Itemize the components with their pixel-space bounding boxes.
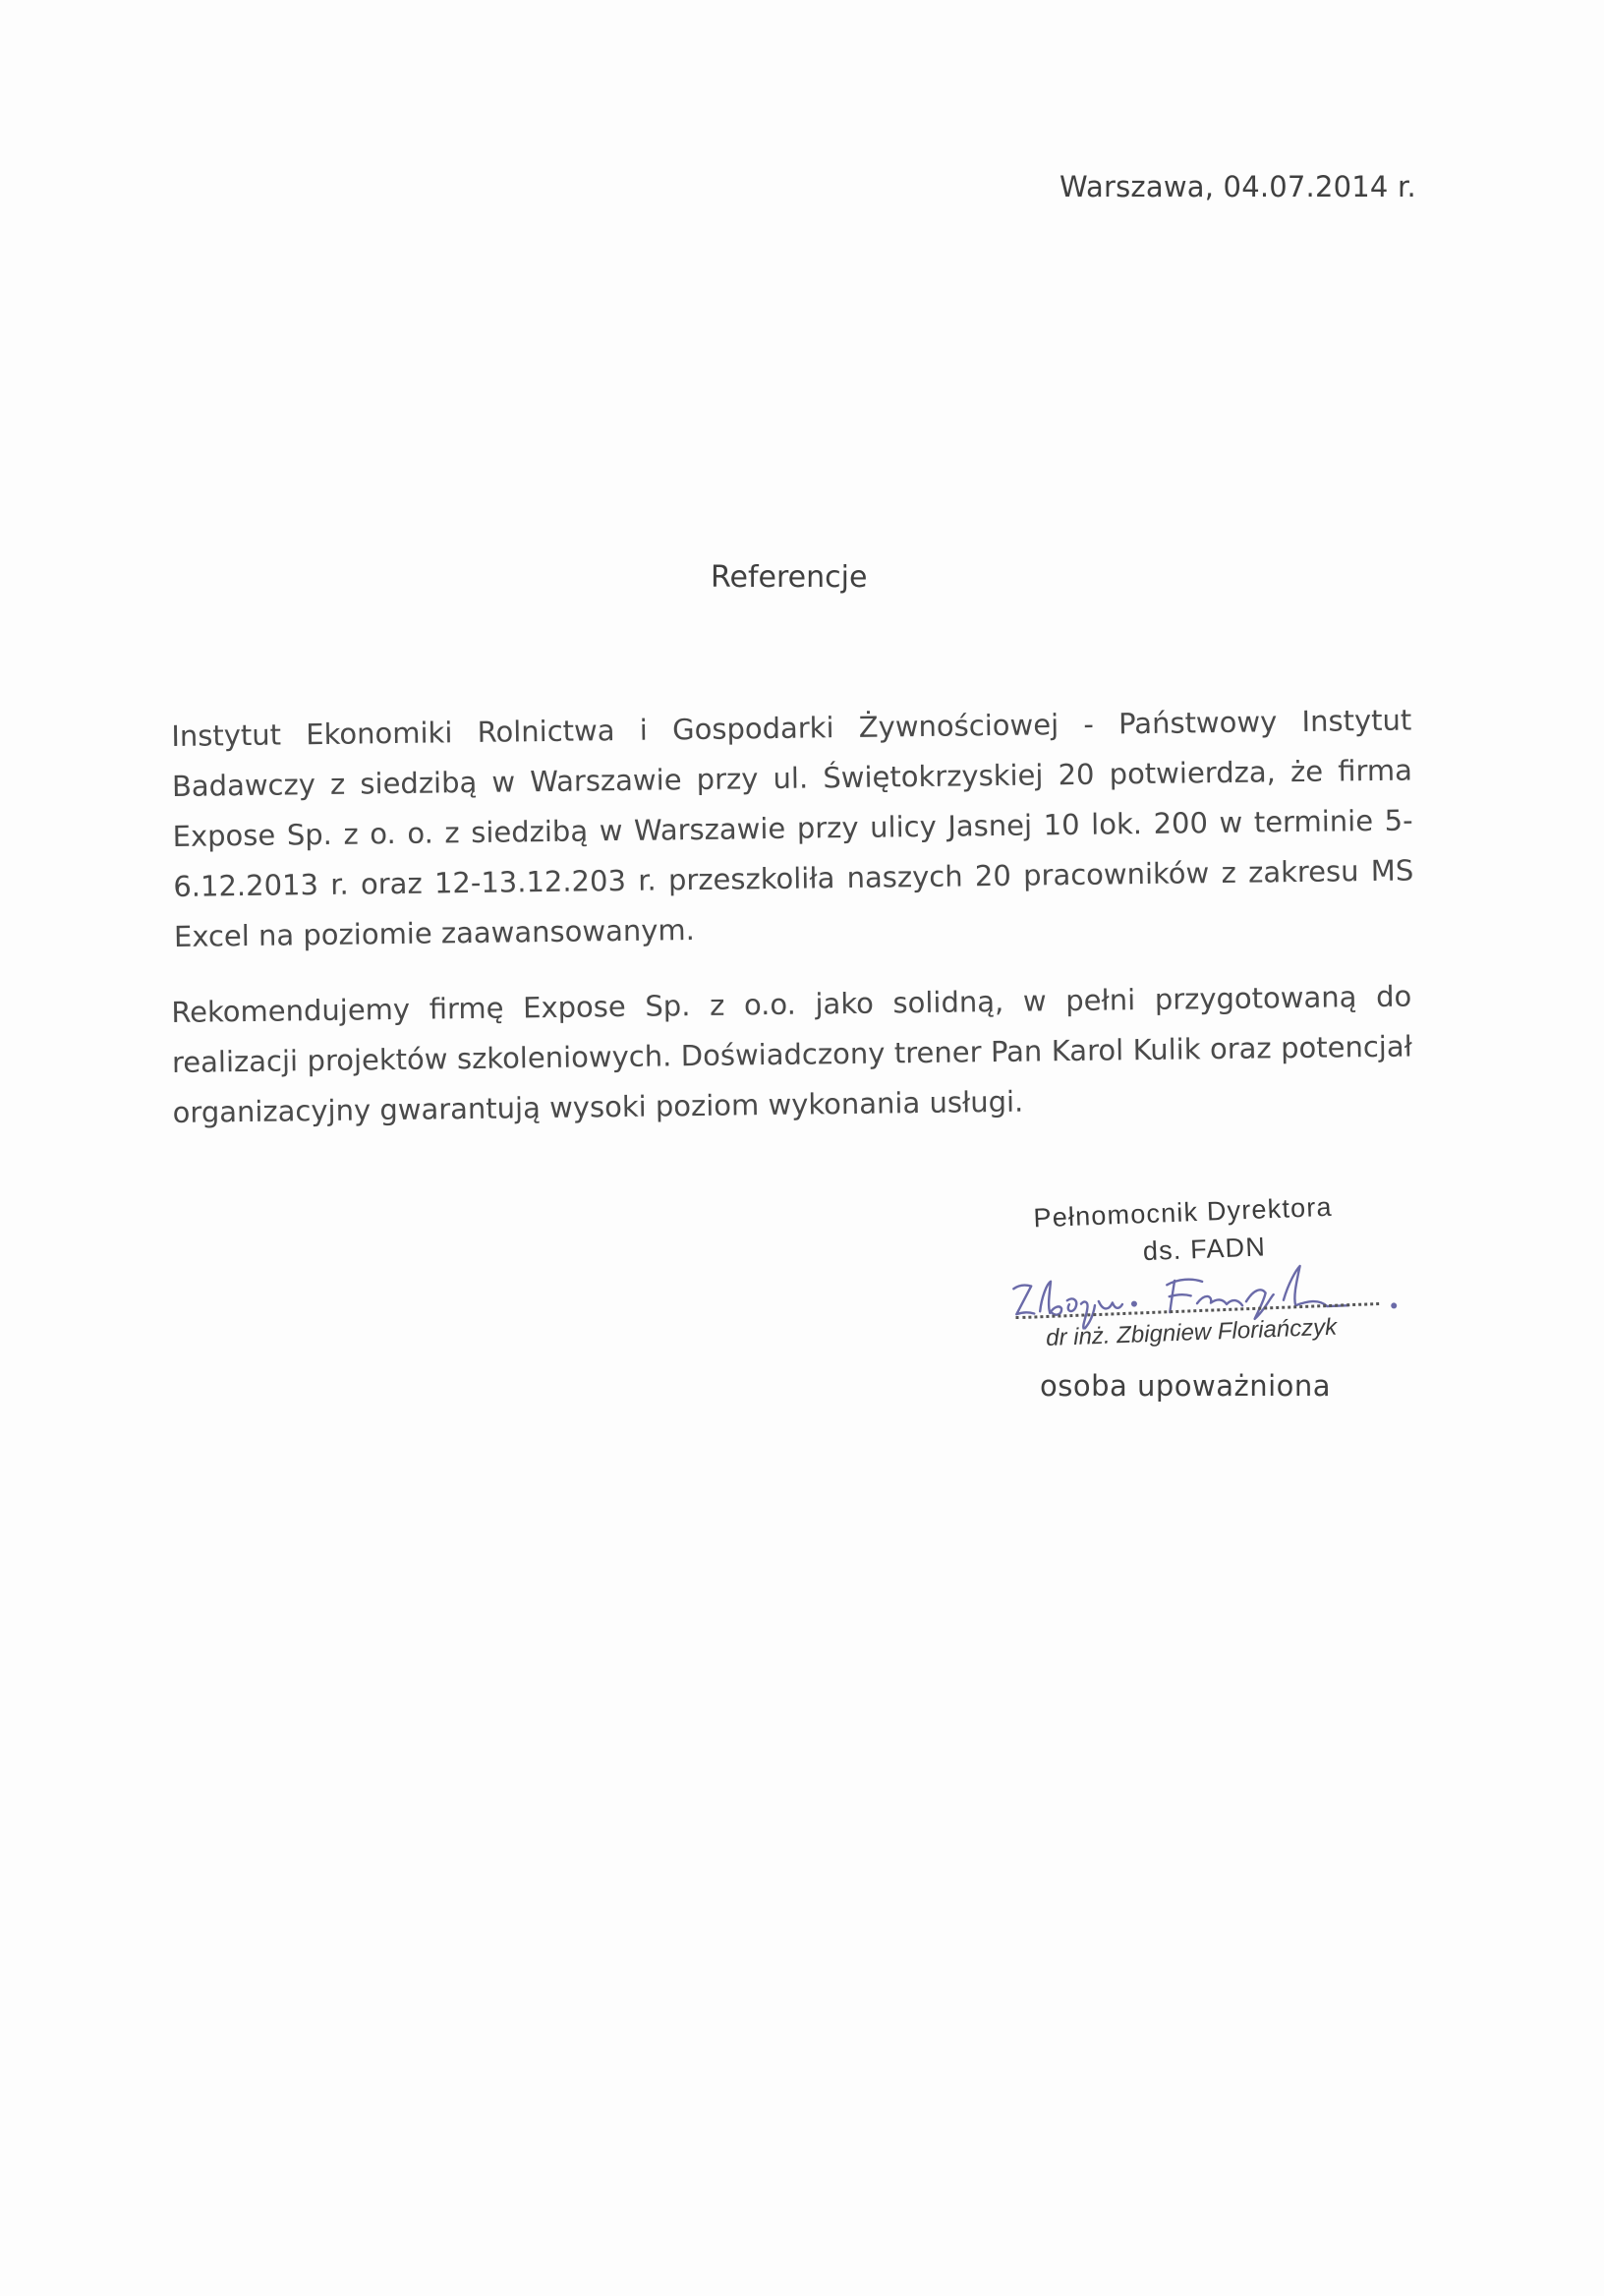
stamp-title: Pełnomocnik Dyrektora	[1032, 1191, 1334, 1234]
stamp-signer-name: dr inż. Zbigniew Floriańczyk	[1045, 1313, 1338, 1352]
signature-stamp	[993, 1164, 1413, 1396]
signer-role: osoba upoważniona	[1040, 1369, 1332, 1403]
letter-date: Warszawa, 04.07.2014 r.	[1060, 170, 1416, 203]
letter-title: Referencje	[711, 560, 868, 595]
body-paragraph-1: Instytut Ekonomiki Rolnictwa i Gospodarki Żywnościowej - Państwowy Instytut Badawczy z siedzibą w Warszawie przy ul. Świętokrzyskiej 20 potwierdza, że firma Expose Sp. z o. o. z siedzibą w Warszawie przy ulicy Jasnej 10 lok. 200 w terminie 5-6.12.2013 r. oraz 12-13.12.203 r. przeszkoliła naszych 20 pracowników z zakresu MS Excel na poziomie zaawansowanym.	[171, 703, 1414, 953]
body-paragraph-2: Rekomendujemy firmę Expose Sp. z o.o. jako solidną, w pełni przygotowaną do realizacji projektów szkoleniowych. Doświadczony trener Pan Karol Kulik oraz potencjał organizacyjny gwarantują wysoki poziom wykonania usługi.	[171, 979, 1413, 1129]
stamp-department: ds. FADN	[1142, 1232, 1267, 1267]
